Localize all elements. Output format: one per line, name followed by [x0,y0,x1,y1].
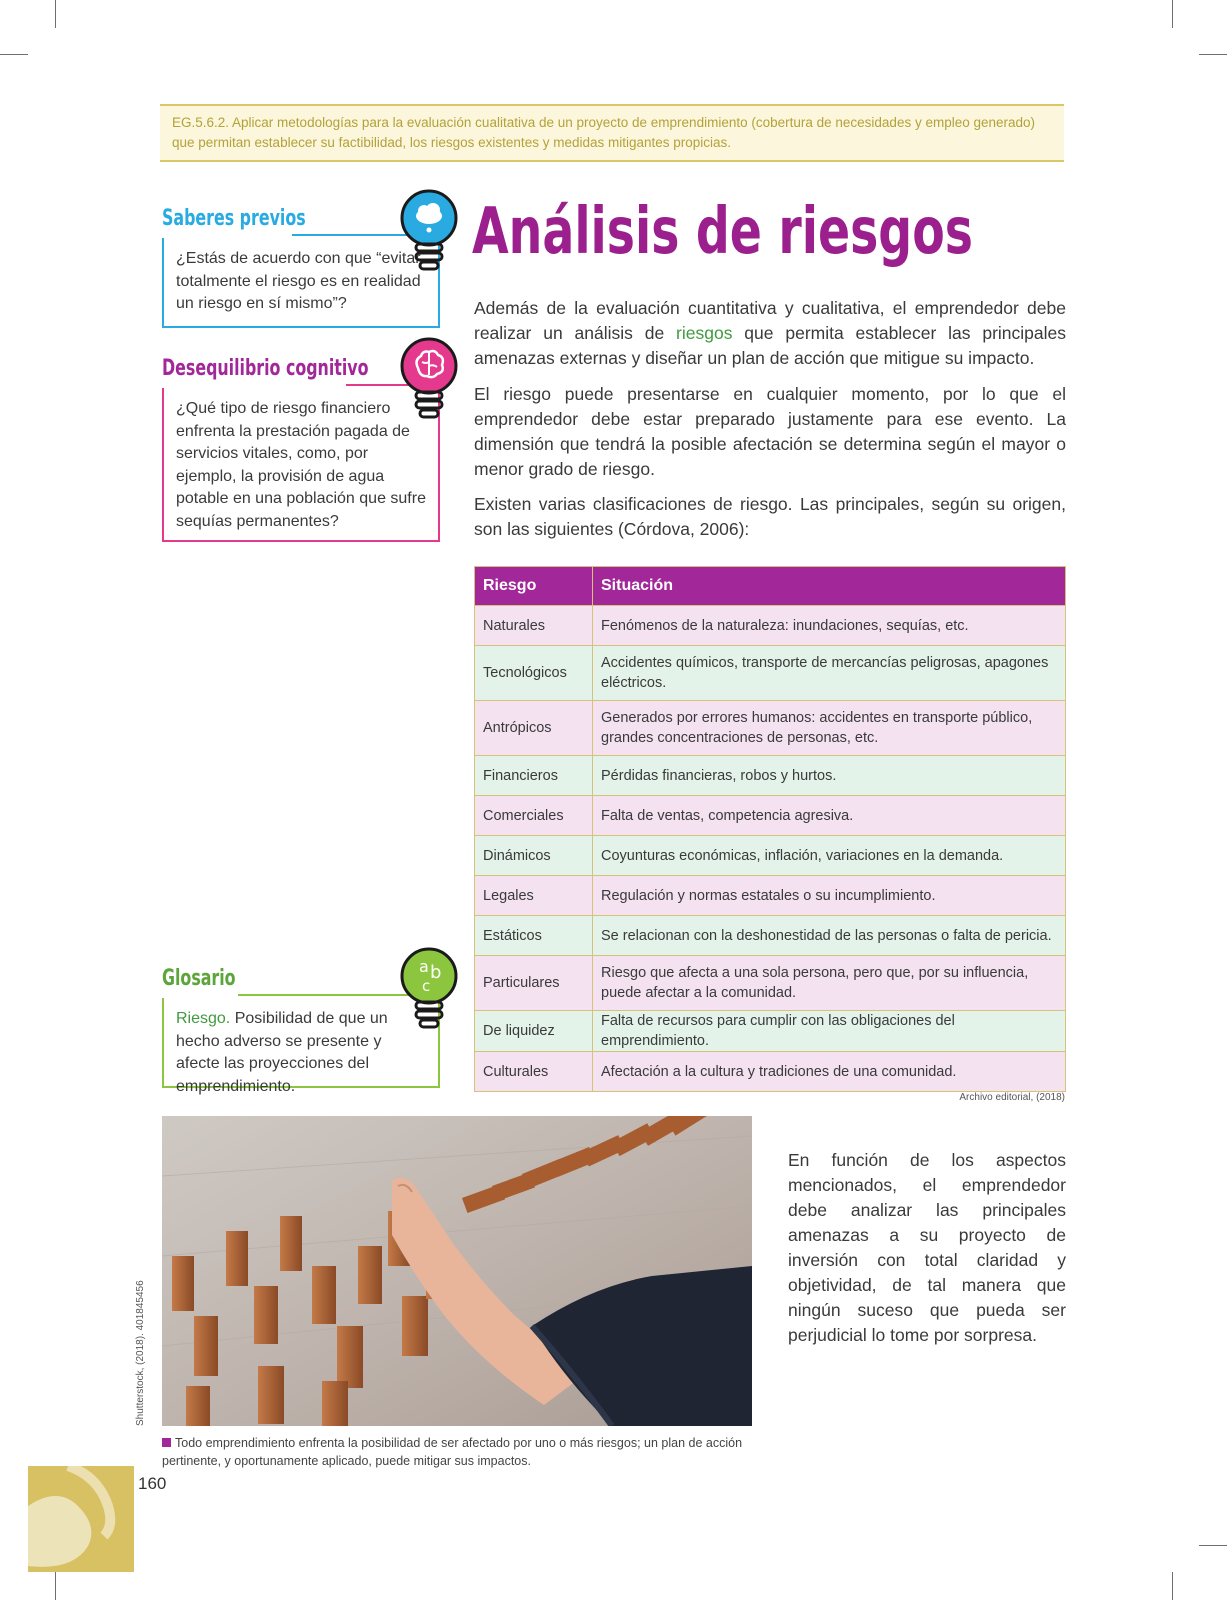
right-paragraph: En función de los aspectos mencionados, el emprendedor debe analizar las principales amenazas a su proyecto de inversión con total claridad y objetividad, de tal manera que ningún suceso que pueda ser perjudicial lo tome por sorpresa. [788,1150,1066,1345]
objective-banner: EG.5.6.2. Aplicar metodologías para la evaluación cualitativa de un proyecto de emprendimiento (cobertura de necesidades y empleo generado) que permitan establecer su factibilidad, los riesgos existentes y medidas mitigantes propicias. [160,104,1064,162]
paragraph-2: El riesgo puede presentarse en cualquier momento, por lo que el emprendedor debe estar preparado justamente para ese evento. La dimensión que tendrá la posible afectación se determina según el mayor o menor grado de riesgo. [474,384,1066,479]
crop-mark [1172,1572,1173,1600]
svg-text:c: c [422,977,431,995]
risk-situation: Fenómenos de la naturaleza: inundaciones, sequías, etc. [593,606,1066,646]
table-row [475,1052,1066,1092]
crop-mark [1172,0,1173,28]
table-row [475,701,1066,756]
table-row [475,876,1066,916]
table-row [475,646,1066,701]
risk-type: Tecnológicos [475,646,593,701]
crop-mark [55,0,56,28]
paragraph-1-end: que permita establecer las principales amenazas externas y diseñar un plan de acción que mitigue su impacto. [474,323,1066,368]
riesgos-link[interactable]: riesgos [676,323,733,343]
saberes-title: Saberes previos [162,206,306,231]
svg-text:a: a [419,957,429,976]
risk-type: Comerciales [475,796,593,836]
risk-type: Dinámicos [475,836,593,876]
table-row [475,956,1066,1011]
crop-mark [1199,54,1227,55]
header-situacion: Situación [593,567,1066,606]
desequilibrio-text: ¿Qué tipo de riesgo financiero enfrenta la prestación pagada de servicios vitales, como, por ejemplo, la provisión de agua potable en una población que sufre sequías permanentes? [176,400,426,530]
risk-type: Legales [475,876,593,916]
paragraph-1 [474,296,1066,371]
glosario-title-line [238,994,422,996]
table-source: Archivo editorial, (2018) [959,1092,1065,1103]
risk-situation: Accidentes químicos, transporte de mercancías peligrosas, apagones eléctricos. [593,646,1066,701]
glosario-title: Glosario [162,966,236,991]
corner-decoration [28,1466,134,1572]
lightbulb-cloud-icon [398,188,460,274]
table-row [475,836,1066,876]
risk-situation: Falta de ventas, competencia agresiva. [593,796,1066,836]
risk-situation: Coyunturas económicas, inflación, variaciones en la demanda. [593,836,1066,876]
desequilibrio-title: Desequilibrio cognitivo [162,356,369,381]
risk-situation: Riesgo que afecta a una sola persona, pero que, por su influencia, puede afectar a la comunidad. [593,956,1066,1011]
table-row [475,606,1066,646]
risk-situation: Generados por errores humanos: accidentes en transporte público, grandes concentraciones de personas, etc. [593,701,1066,756]
risk-table [474,566,1066,1092]
table-row [475,756,1066,796]
risk-situation: Pérdidas financieras, robos y hurtos. [593,756,1066,796]
table-row [475,796,1066,836]
lightbulb-brain-icon [398,336,460,422]
risk-type: Antrópicos [475,701,593,756]
dominoes-photo [162,1116,752,1426]
risk-type: Financieros [475,756,593,796]
photo-caption [162,1434,752,1470]
hand-decoration-icon [28,1466,134,1572]
paragraph-1-start: Además de la evaluación cuantitativa y cualitativa, el emprendedor debe realizar un análisis de [474,298,1066,343]
table-row [475,916,1066,956]
crop-mark [55,1572,56,1600]
page-number: 160 [138,1474,167,1493]
header-riesgo: Riesgo [475,567,593,606]
page-title: Análisis de riesgos [472,195,973,269]
risk-type: Naturales [475,606,593,646]
saberes-text: ¿Estás de acuerdo con que “evitar totalmente el riesgo es en realidad un riesgo en sí mismo”? [176,250,421,312]
paragraph-3: Existen varias clasificaciones de riesgo. Las principales, según su origen, son las siguientes (Córdova, 2006): [474,494,1066,539]
risk-situation: Se relacionan con la deshonestidad de las personas o falta de pericia. [593,916,1066,956]
risk-situation: Regulación y normas estatales o su incumplimiento. [593,876,1066,916]
glosario-term: Riesgo. [176,1010,231,1027]
risk-situation: Falta de recursos para cumplir con las obligaciones del emprendimiento. [593,1011,1066,1052]
risk-type: Particulares [475,956,593,1011]
photo-credit: Shutterstock, (2018). 401845456 [135,1280,146,1426]
svg-text:b: b [430,962,442,983]
risk-type: Estáticos [475,916,593,956]
risk-type: Culturales [475,1052,593,1092]
risk-type: De liquidez [475,1011,593,1052]
crop-mark [0,54,28,55]
lightbulb-abc-icon [398,946,460,1032]
table-header-row [475,567,1066,606]
crop-mark [1199,1545,1227,1546]
caption-square-icon [162,1438,171,1447]
table-row [475,1011,1066,1052]
risk-situation: Afectación a la cultura y tradiciones de una comunidad. [593,1052,1066,1092]
glosario-definition: Posibilidad de que un hecho adverso se presente y afecte las proyecciones del emprendimiento. [176,1010,388,1095]
caption-text: Todo emprendimiento enfrenta la posibilidad de ser afectado por uno o más riesgos; un plan de acción pertinente, y oportunamente aplicado, puede mitigar sus impactos. [162,1436,743,1468]
